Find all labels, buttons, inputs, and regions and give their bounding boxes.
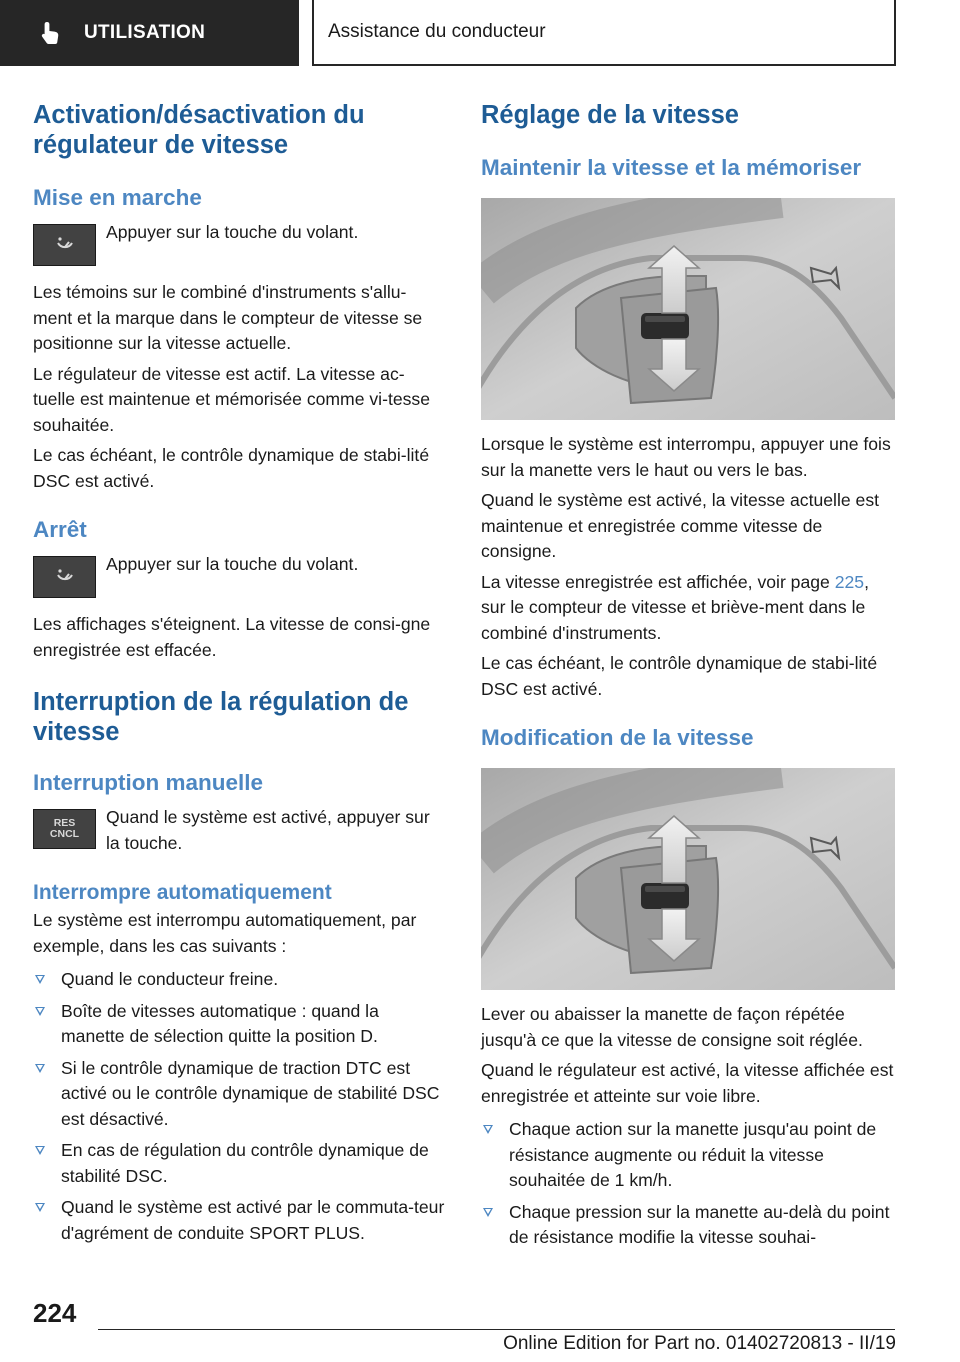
chapter-title: Assistance du conducteur <box>328 21 546 42</box>
heading-off: Arrêt <box>33 517 87 542</box>
off-paragraph-1: Les affichages s'éteignent. La vitesse de consi-gne enregistrée est effacée. <box>33 614 431 660</box>
res-cncl-label: RES CNCL <box>49 817 80 840</box>
section-tab <box>0 0 299 66</box>
hand-pointer-icon <box>40 21 62 45</box>
heading-activation: Activation/désactivation du régulateur de vitesse <box>33 101 365 159</box>
heading-setting: Réglage de la vitesse <box>481 101 739 129</box>
manual-instruction: Quand le système est activé, appuyer sur la touche. <box>106 807 430 853</box>
bullet-triangle-icon <box>35 1203 45 1212</box>
bullet-triangle-icon <box>35 975 45 984</box>
list-item: Quand le conducteur freine. <box>33 967 445 993</box>
off-instruction: Appuyer sur la touche du volant. <box>106 554 359 574</box>
page-link[interactable]: 225 <box>834 571 865 592</box>
off-key-row <box>33 552 445 598</box>
footer-divider <box>98 1329 895 1330</box>
list-item: Quand le système est activé par le commuta-teur d'agrément de conduite SPORT PLUS. <box>33 1195 445 1246</box>
list-item: Boîte de vitesses automatique : quand la manette de sélection quitte la position D. <box>33 999 445 1050</box>
modify-paragraph-2: Quand le régulateur est activé, la vitesse affichée est enregistrée et atteinte sur voie libre. <box>481 1060 894 1106</box>
modify-list <box>481 1117 895 1251</box>
auto-list <box>33 967 445 1246</box>
maintain-paragraph-1: Lorsque le système est interrompu, appuyer une fois sur la manette vers le haut ou vers le bas. <box>481 434 891 480</box>
steering-wheel-image-2 <box>481 768 895 990</box>
list-item: Si le contrôle dynamique de traction DTC est activé ou le contrôle dynamique de stabilité DSC est désactivé. <box>33 1056 445 1133</box>
heading-interrupt: Interruption de la régulation de vitesse <box>33 688 409 746</box>
on-paragraph-1: Les témoins sur le combiné d'instruments s'allu-ment et la marque dans le compteur de vitesse se positionne sur la vitesse actuelle. <box>33 282 423 353</box>
right-column <box>481 100 895 1251</box>
cruise-control-button-image <box>33 556 96 598</box>
bullet-triangle-icon <box>483 1125 493 1134</box>
modify-paragraph-1: Lever ou abaisser la manette de façon répétée jusqu'à ce que la vitesse de consigne soit réglée. <box>481 1004 863 1050</box>
on-key-row <box>33 220 445 266</box>
page-number: 224 <box>33 1298 77 1328</box>
section-title: UTILISATION <box>84 22 206 43</box>
manual-key-row <box>33 805 445 856</box>
maintain-paragraph-4: Le cas échéant, le contrôle dynamique de stabi-lité DSC est activé. <box>481 653 878 699</box>
bullet-triangle-icon <box>483 1208 493 1217</box>
list-item: Chaque action sur la manette jusqu'au point de résistance augmente ou réduit la vitesse souhaitée de 1 km/h. <box>481 1117 895 1194</box>
left-column <box>33 100 445 1246</box>
steering-wheel-image <box>481 198 895 420</box>
list-item: En cas de régulation du contrôle dynamique de stabilité DSC. <box>33 1138 445 1189</box>
res-cncl-button-image <box>33 809 96 849</box>
bullet-triangle-icon <box>35 1007 45 1016</box>
on-paragraph-2: Le régulateur de vitesse est actif. La vitesse ac-tuelle est maintenue et mémorisée comme vi-tesse souhaitée. <box>33 363 431 435</box>
heading-manual: Interruption manuelle <box>33 770 264 795</box>
list-item: Chaque pression sur la manette au-delà du point de résistance modifie la vitesse souhai- <box>481 1200 895 1251</box>
cruise-control-button-image <box>33 224 96 266</box>
maintain-paragraph-2: Quand le système est activé, la vitesse actuelle est maintenue et enregistrée comme vitesse de consigne. <box>481 490 880 561</box>
cruise-control-icon <box>53 234 77 256</box>
heading-maintain: Maintenir la vitesse et la mémoriser <box>481 155 862 180</box>
heading-modify: Modification de la vitesse <box>481 725 754 750</box>
edition-text: Online Edition for Part no. 01402720813 - II/19 <box>503 1333 896 1354</box>
page-header <box>0 0 960 66</box>
bullet-triangle-icon <box>35 1064 45 1073</box>
heading-on: Mise en marche <box>33 185 202 210</box>
cruise-control-icon <box>53 566 77 588</box>
heading-auto: Interrompre automatiquement <box>33 881 332 904</box>
chapter-box <box>312 0 896 66</box>
bullet-triangle-icon <box>35 1146 45 1155</box>
on-paragraph-3: Le cas échéant, le contrôle dynamique de stabi-lité DSC est activé. <box>33 445 430 491</box>
maintain-paragraph-3: La vitesse enregistrée est affichée, voir page 225, sur le compteur de vitesse et briève-ment dans le combiné d'instruments. <box>481 571 869 643</box>
on-instruction: Appuyer sur la touche du volant. <box>106 222 359 242</box>
auto-paragraph: Le système est interrompu automatiquement, par exemple, dans les cas suivants : <box>33 910 417 956</box>
